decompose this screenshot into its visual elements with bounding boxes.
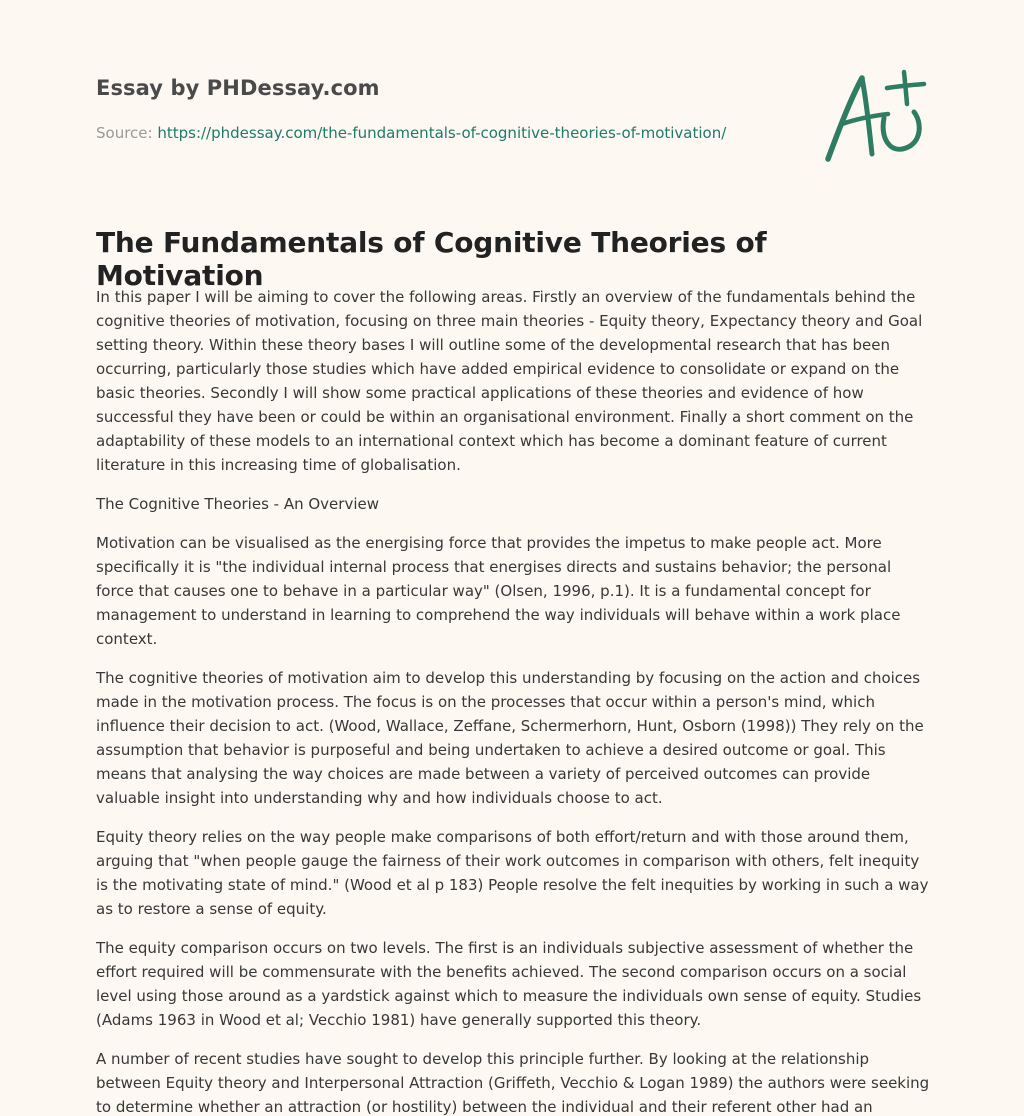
paragraph: The equity comparison occurs on two levels. The first is an individuals subjective assessment of whether the effort required will be commensurate with the benefits achieved. The second comparison occurs on a social level using those around as a yardstick against which to measure the individuals own sense of equity. Studies (Adams 1963 in Wood et al; Vecchio 1981) have generally supported this theory.: [96, 939, 922, 1029]
source-label: Source:: [96, 124, 158, 142]
paragraph: A number of recent studies have sought to develop this principle further. By looking at the relationship between Equity theory and Interpersonal Attraction (Griffeth, Vecchio & Logan 1989) the authors were seeking to determine whether an attraction (or hostility) between the individual and their referent other had an: [96, 1050, 930, 1116]
a-plus-grade-icon: [818, 66, 930, 166]
paragraph: Motivation can be visualised as the energising force that provides the impetus to make people act. More specifically it is "the individual internal process that energises directs and sustains behavior; the personal force that causes one to behave in a particular way" (Olsen, 1996, p.1). It is a fundamental concept for management to understand in learning to comprehend the way individuals will behave within a work place context.: [96, 534, 901, 648]
paragraph: The cognitive theories of motivation aim to develop this understanding by focusing on the action and choices made in the motivation process. The focus is on the processes that occur within a person's mind, which influence their decision to act. (Wood, Wallace, Zeffane, Schermerhorn, Hunt, Osborn (1998)) They rely on the assumption that behavior is purposeful and being undertaken to achieve a desired outcome or goal. This means that analysing the way choices are made between a variety of perceived outcomes can provide valuable insight into understanding why and how individuals choose to act.: [96, 669, 924, 807]
article-body: [96, 285, 932, 1116]
section-heading: The Cognitive Theories - An Overview: [96, 495, 379, 513]
article-title: The Fundamentals of Cognitive Theories of Motivation: [96, 226, 767, 292]
paragraph: Equity theory relies on the way people make comparisons of both effort/return and with those around them, arguing that "when people gauge the fairness of their work outcomes in comparison with others, felt inequity is the motivating state of mind." (Wood et al p 183) People resolve the felt inequities by working in such a way as to restore a sense of equity.: [96, 828, 929, 918]
paragraph: In this paper I will be aiming to cover the following areas. Firstly an overview of the fundamentals behind the cognitive theories of motivation, focusing on three main theories - Equity theory, Expectancy theory and Goal setting theory. Within these theory bases I will outline some of the developmental research that has been occurring, particularly those studies which have added empirical evidence to consolidate or expand on the basic theories. Secondly I will show some practical applications of these theories and evidence of how successful they have been or could be within an organisational environment. Finally a short comment on the adaptability of these models to an international context which has become a dominant feature of current literature in this increasing time of globalisation.: [96, 288, 923, 474]
site-brand: Essay by PHDessay.com: [96, 76, 380, 100]
source-line: [96, 124, 726, 142]
source-link[interactable]: https://phdessay.com/the-fundamentals-of-cognitive-theories-of-motivation/: [157, 124, 727, 142]
